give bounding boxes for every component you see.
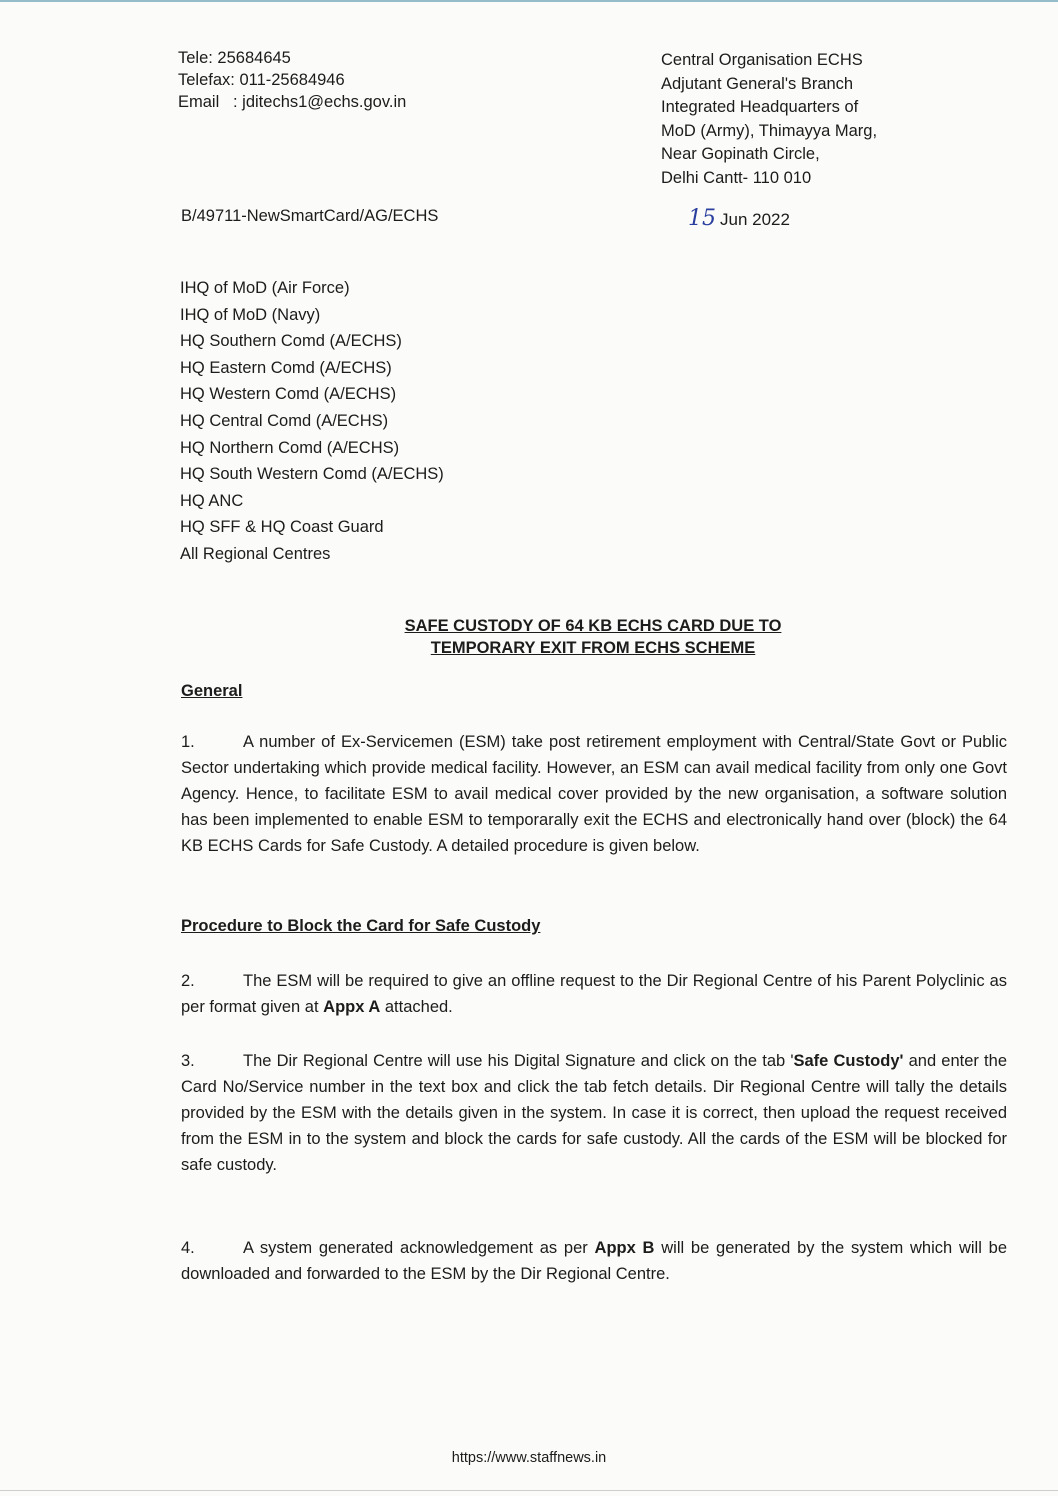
addressee: All Regional Centres (180, 544, 331, 563)
paragraph-text: A number of Ex-Servicemen (ESM) take post retirement employment with Central/State Govt or Public Sector undertaking which provide medical facility. However, an ESM can avail medical facility from only one Govt Agency. Hence, to facilitate ESM to avail medical cover provided by the new organisation, a software solution has been implemented to enable ESM to temporarally exit the ECHS and electronically hand over (block) the 64 KB ECHS Cards for Safe Custody. A detailed procedure is given below. (181, 733, 1007, 855)
addressee: HQ Eastern Comd (A/ECHS) (180, 358, 392, 377)
paragraph-number: 4. (181, 1239, 195, 1257)
reference-number: B/49711-NewSmartCard/AG/ECHS (181, 207, 439, 225)
paragraph-2 (181, 968, 1007, 1020)
title-line-2: TEMPORARY EXIT FROM ECHS SCHEME (430, 639, 756, 657)
address-line: Near Gopinath Circle, (661, 145, 820, 164)
safe-custody-tab-ref: Safe Custody' (793, 1052, 904, 1070)
section-heading-procedure: Procedure to Block the Card for Safe Custody (181, 917, 541, 935)
paragraph-1 (181, 729, 1007, 859)
letter-title (281, 615, 905, 659)
addressee: HQ ANC (180, 491, 244, 510)
paragraph-text: and enter the Card No/Service number in the text box and click the tab fetch details. Dir Regional Centre will tally the details provided by the ESM with the details given in the system. In case it is correct, then upload the request received from the ESM in to the system and block the cards for safe custody. All the cards of the ESM will be blocked for safe custody. (181, 1052, 1007, 1174)
title-line-1: SAFE CUSTODY OF 64 KB ECHS CARD DUE TO (404, 617, 782, 635)
paragraph-3 (181, 1048, 1007, 1178)
section-heading-general: General (181, 682, 243, 700)
addressee: IHQ of MoD (Air Force) (180, 279, 350, 297)
address-line: Central Organisation ECHS (661, 51, 863, 69)
address-line: Adjutant General's Branch (661, 74, 854, 93)
paragraph-4 (181, 1235, 1007, 1287)
contact-block (178, 47, 406, 113)
letter-date (688, 206, 790, 231)
addressee: HQ South Western Comd (A/ECHS) (180, 465, 444, 484)
tele: Tele: 25684645 (178, 49, 291, 67)
paragraph-text: attached. (380, 998, 453, 1016)
address-line: MoD (Army), Thimayya Marg, (661, 121, 878, 140)
bottom-edge-line (0, 1490, 1058, 1491)
email: Email : jditechs1@echs.gov.in (178, 93, 407, 111)
address-line: Integrated Headquarters of (661, 98, 859, 117)
paragraph-text: The Dir Regional Centre will use his Digital Signature and click on the tab ' (243, 1052, 794, 1070)
month-year: Jun 2022 (720, 210, 790, 229)
addressee: HQ SFF & HQ Coast Guard (180, 518, 384, 537)
office-address (661, 49, 877, 191)
paragraph-number: 1. (181, 733, 195, 751)
address-line: Delhi Cantt- 110 010 (661, 168, 812, 187)
paragraph-text: will be generated by the system which will be downloaded and forwarded to the ESM by the Dir Regional Centre. (181, 1239, 1007, 1283)
appx-a-ref: Appx A (323, 998, 381, 1016)
addressee: HQ Central Comd (A/ECHS) (180, 411, 389, 430)
addressee: HQ Southern Comd (A/ECHS) (180, 332, 402, 351)
paragraph-text: A system generated acknowledgement as per (243, 1239, 595, 1257)
handwritten-day: 15 (688, 206, 716, 231)
telefax: Telefax: 011-25684946 (178, 71, 345, 89)
appx-b-ref: Appx B (594, 1239, 655, 1257)
top-edge-line (0, 0, 1058, 2)
paragraph-number: 2. (181, 972, 195, 990)
addressee-list (180, 275, 444, 568)
addressee: IHQ of MoD (Navy) (180, 305, 321, 324)
footer-url: https://www.staffnews.in (451, 1450, 607, 1466)
paragraph-text: The ESM will be required to give an offline request to the Dir Regional Centre of his Parent Polyclinic as per format given at (181, 972, 1007, 1016)
addressee: HQ Western Comd (A/ECHS) (180, 385, 397, 404)
addressee: HQ Northern Comd (A/ECHS) (180, 438, 400, 457)
paragraph-number: 3. (181, 1052, 195, 1070)
